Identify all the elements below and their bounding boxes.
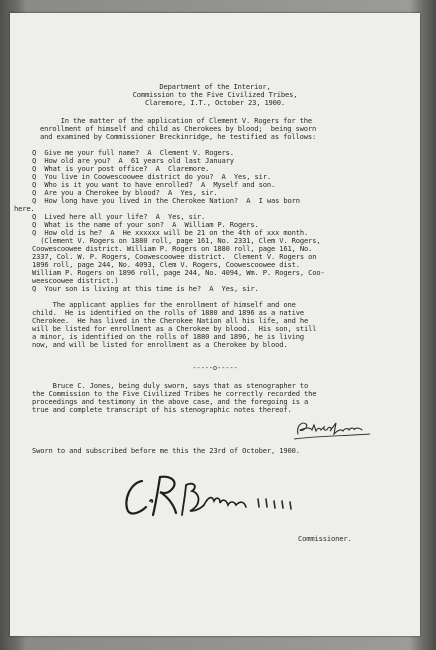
finding-line: Cherokee. He has lived in the Cherokee Nation all his life, and he — [32, 316, 309, 325]
intro-line: In the matter of the application of Clement V. Rogers for the — [40, 116, 312, 125]
commissioner-signature — [120, 471, 310, 525]
roll-citation-line: William P. Rogers on 1896 roll, page 244, No. 4094, Wm. P. Rogers, Coo- — [32, 268, 325, 277]
finding-line: child. He is identified on the rolls of 1880 and 1896 as a native — [32, 308, 304, 317]
roll-citation-line: (Clement V. Rogers on 1880 roll, page 161, No. 2331, Clem V. Rogers, — [32, 236, 321, 245]
stenographer-signature — [292, 418, 372, 442]
roll-citation-line: weescoowee district.) — [32, 276, 119, 285]
roll-citation-line: 2337, Col. W. P. Rogers, Coowescoowee district. Clement V. Rogers on — [32, 252, 317, 261]
roll-citation-line: 1896 roll, page 244, No. 4093, Clem V. Rogers, Coowescoowee dist. — [32, 260, 300, 269]
finding-line: The applicant applies for the enrollment of himself and one — [32, 300, 296, 309]
testimony-line: Q Give me your full name? A Clement V. Rogers. — [32, 148, 234, 157]
header-commission: Commission to the Five Civilized Tribes, — [132, 90, 298, 99]
intro-line: and examined by Commissioner Breckinridge, he testified as follows: — [40, 132, 317, 141]
testimony-line: Q You live in Coowescoowee district do you? A Yes, sir. — [32, 172, 272, 181]
testimony-line: Q How old is he? A He xxxxxx will be 21 on the 4th of xxx month. — [32, 228, 309, 237]
header-department: Department of the Interior, — [159, 82, 271, 91]
commissioner-title: Commissioner. — [298, 534, 352, 543]
finding-line: a minor, is identified on the rolls of 1880 and 1896, he is living — [32, 332, 304, 341]
sworn-statement: Sworn to and subscribed before me this the 23rd of October, 1900. — [32, 446, 300, 455]
testimony-line: Q Lived here all your life? A Yes, sir. — [32, 212, 206, 221]
finding-line: will be listed for enrollment as a Cherokee by blood. His son, still — [32, 324, 317, 333]
section-divider: -----o----- — [192, 363, 238, 372]
testimony-line: Q How long have you lived in the Cherokee Nation? A I was born — [32, 196, 300, 205]
roll-citation-line: Coowescoowee district. William P. Rogers on 1880 roll, page 161, No. — [32, 244, 313, 253]
certification-line: Bruce C. Jones, being duly sworn, says that as stenographer to — [32, 381, 309, 390]
certification-line: the Commission to the Five Civilized Tribes he correctly recorded the — [32, 389, 317, 398]
header-place-date: Claremore, I.T., October 23, 1900. — [144, 98, 286, 107]
certification-line: true and complete transcript of his stenographic notes thereof. — [32, 405, 292, 414]
testimony-line: here. — [14, 204, 35, 213]
testimony-line: Q What is the name of your son? A William P. Rogers. — [32, 220, 259, 229]
testimony-line: Q Are you a Cherokee by blood? A Yes, sir. — [32, 188, 218, 197]
testimony-line: Q Who is it you want to have enrolled? A Myself and son. — [32, 180, 276, 189]
finding-line: now, and will be listed for enrollment as a Cherokee by blood. — [32, 340, 288, 349]
testimony-line: Q Your son is living at this time is he? A Yes, sir. — [32, 284, 259, 293]
document-page — [10, 13, 420, 636]
testimony-line: Q What is your post office? A Claremore. — [32, 164, 210, 173]
testimony-line: Q How old are you? A 61 years old last January — [32, 156, 234, 165]
intro-line: enrollment of himself and child as Cherokees by blood; being sworn — [40, 124, 317, 133]
certification-line: proceedings and testimony in the above case, and the foregoing is a — [32, 397, 309, 406]
